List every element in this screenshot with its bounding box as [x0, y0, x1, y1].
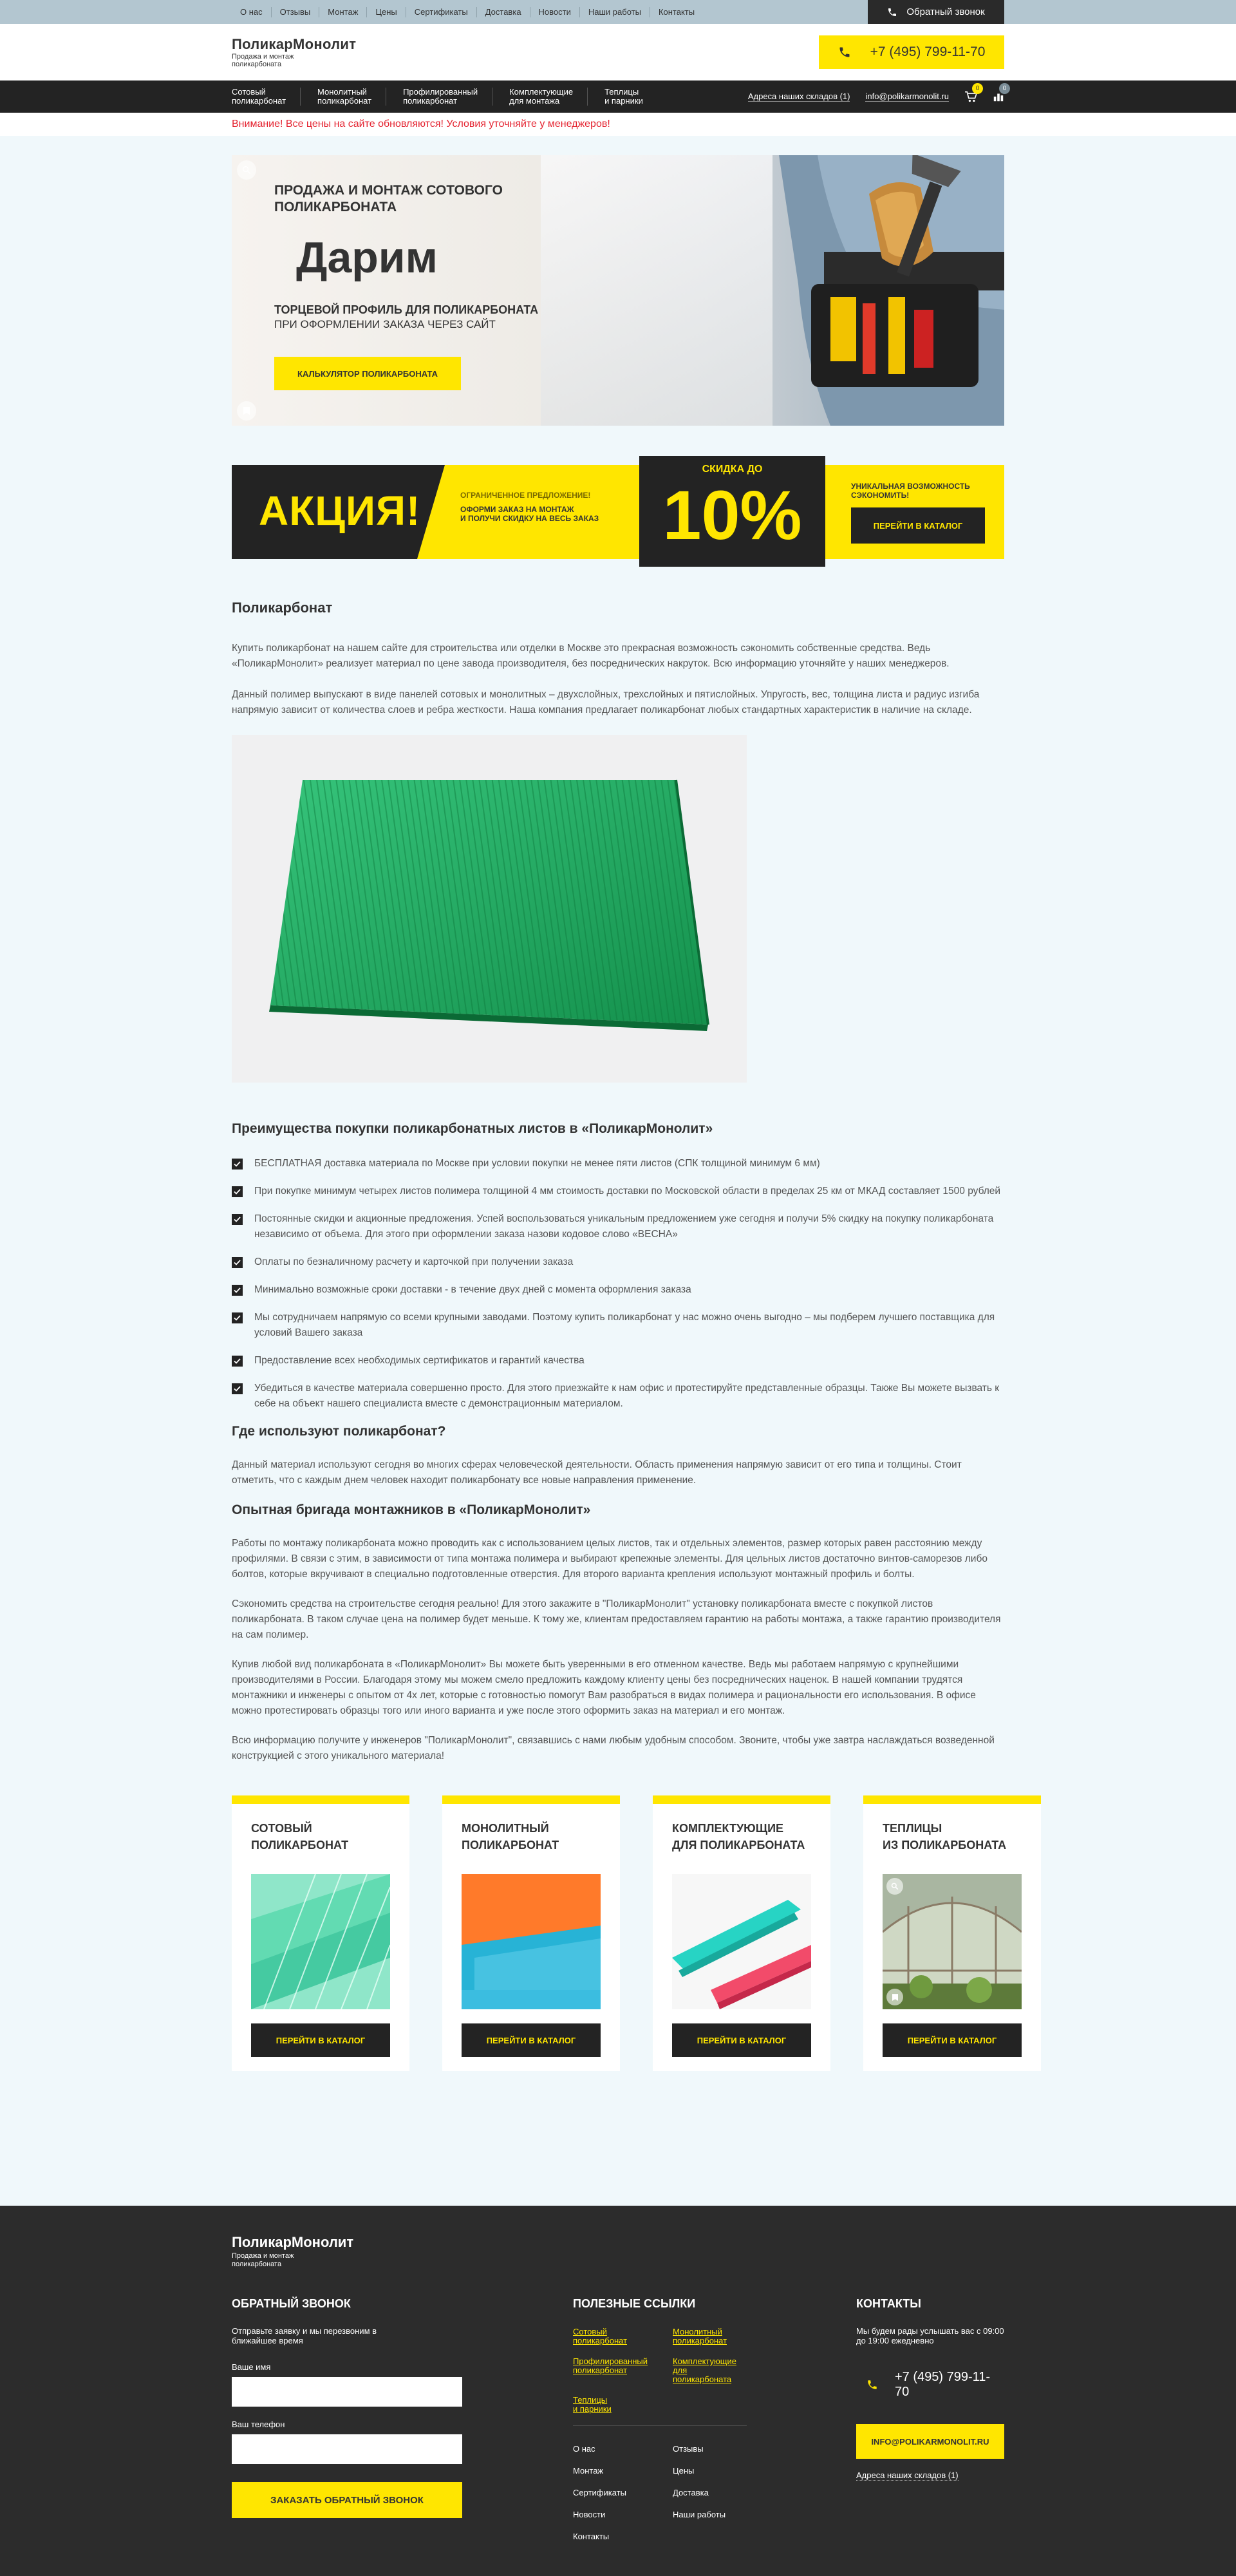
advantage-item — [232, 1282, 1004, 1298]
check-icon — [232, 1257, 243, 1268]
cellular-drawing — [251, 1874, 390, 2009]
nav-label: поликарбонат — [232, 96, 286, 106]
discount-label: СКИДКА ДО — [702, 464, 763, 475]
callback-top-label: Обратный звонок — [906, 6, 985, 17]
top-link-prices[interactable]: Цены — [367, 7, 406, 17]
footer-links-divider — [573, 2425, 747, 2426]
card-title-line: СОТОВЫЙ — [251, 1822, 312, 1835]
card-catalog-button[interactable]: ПЕРЕЙТИ В КАТАЛОГ — [672, 2023, 811, 2057]
category-card-cellular — [232, 1795, 409, 2071]
card-title — [251, 1820, 390, 1855]
card-title-line: ПОЛИКАРБОНАТ — [251, 1839, 349, 1852]
nav-label: Комплектующие — [509, 87, 574, 97]
footer-phone[interactable] — [856, 2370, 1004, 2400]
footer-link-contacts[interactable]: Контакты — [573, 2532, 610, 2541]
advantages-title: Преимущества покупки поликарбонатных листов в «ПоликарМонолит» — [232, 1121, 713, 1136]
footer-link-monolithic[interactable] — [673, 2327, 750, 2345]
footer-link-line: поликарбоната — [673, 2374, 732, 2384]
footer-link-about[interactable]: О нас — [573, 2444, 595, 2454]
promo-line2: ОФОРМИ ЗАКАЗ НА МОНТАЖ — [460, 505, 574, 514]
header-phone-number: +7 (495) 799-11-70 — [870, 44, 986, 59]
advantages-list — [232, 1156, 1004, 1412]
footer-link-reviews[interactable]: Отзывы — [673, 2444, 704, 2454]
footer-page-links — [573, 2444, 753, 2541]
footer-warehouses-link[interactable]: Адреса наших складов (1) — [856, 2470, 959, 2480]
hero-banner — [232, 155, 1004, 426]
brigade-paragraph-1: Работы по монтажу поликарбоната можно проводить как с использованием целых листов, так и отдельных элементов, размер которых равен расстоянию между профилями. В связи с этим, в зависимости от типа монтажа полимера и выбирают крепежные элементы. Для цельных листов достаточно винтов-саморезов либо болтов, которые вкручивают в специально подготовленные отверстия. Для второго варианта крепления используют монтажный профиль и болты. — [232, 1538, 988, 1580]
advantage-item — [232, 1184, 1004, 1199]
price-notice — [0, 113, 1236, 136]
footer-contacts-text: Мы будем рады услышать вас с 09:00 до 19:00 ежедневно — [856, 2326, 1004, 2345]
top-link-mounting[interactable]: Монтаж — [319, 7, 367, 17]
card-title — [462, 1820, 601, 1855]
nav-item-cellular[interactable] — [232, 88, 301, 106]
accessories-image — [672, 1874, 811, 2009]
advantage-item — [232, 1353, 1004, 1368]
name-label: Ваше имя — [232, 2362, 271, 2372]
footer-link-line: поликарбонат — [673, 2336, 727, 2345]
check-icon — [232, 1159, 243, 1170]
card-title-line: ТЕПЛИЦЫ — [883, 1822, 942, 1835]
phone-icon — [838, 46, 851, 59]
monolithic-image — [462, 1874, 601, 2009]
check-icon — [232, 1356, 243, 1367]
order-callback-button[interactable]: ЗАКАЗАТЬ ОБРАТНЫЙ ЗВОНОК — [232, 2482, 462, 2518]
logo-subtitle: Продажа и монтаж поликарбоната — [232, 53, 294, 68]
promo-text — [460, 491, 628, 523]
footer-email-button[interactable]: INFO@POLIKARMONOLIT.RU — [856, 2424, 1004, 2459]
footer-logo-name: ПоликарМонолит — [232, 2234, 354, 2250]
email-link[interactable]: info@polikarmonolit.ru — [865, 91, 949, 101]
header-phone-button[interactable] — [819, 35, 1004, 69]
phone-icon — [866, 2379, 878, 2391]
main-nav — [0, 80, 1236, 113]
card-title — [672, 1820, 811, 1855]
phone-icon — [887, 7, 897, 17]
discount-value: 10% — [662, 476, 802, 554]
name-input[interactable] — [232, 2377, 462, 2407]
page-title: Поликарбонат — [232, 600, 333, 616]
footer-link-delivery[interactable]: Доставка — [673, 2488, 709, 2497]
footer-link-line: поликарбонат — [573, 2336, 628, 2345]
footer-link-accessories[interactable] — [673, 2357, 750, 2384]
card-title-line: КОМПЛЕКТУЮЩИЕ — [672, 1822, 784, 1835]
nav-label: и парники — [604, 96, 643, 106]
brigade-paragraph-4: Всю информацию получите у инженеров "ПоликарМонолит", связавшись с нами любым удобным способом. Звоните, чтобы уже завтра наслаждаться возведенной конструкцией с этого уникального материала! — [232, 1735, 995, 1761]
main-content — [232, 600, 1007, 2071]
footer-link-line: для — [673, 2365, 688, 2375]
footer-useful-links — [573, 2297, 753, 2541]
logo[interactable] — [232, 36, 356, 68]
polycarbonate-sheet-drawing — [232, 735, 747, 1083]
footer-link-line: Теплицы — [573, 2395, 608, 2405]
footer-callback-title: ОБРАТНЫЙ ЗВОНОК — [232, 2297, 351, 2310]
hero-title: ПРОДАЖА И МОНТАЖ СОТОВОГО ПОЛИКАРБОНАТА — [274, 183, 503, 214]
advantage-text: БЕСПЛАТНАЯ доставка материала по Москве при условии покупки не менее пяти листов (СПК толщиной минимум 6 мм) — [254, 1158, 820, 1169]
category-card-greenhouses — [863, 1795, 1041, 2071]
footer-link-profiled[interactable] — [573, 2357, 673, 2384]
card-title-line: ПОЛИКАРБОНАТ — [462, 1839, 559, 1852]
check-icon — [232, 1383, 243, 1394]
footer-contacts — [856, 2297, 1004, 2481]
phone-input[interactable] — [232, 2434, 462, 2464]
advantage-text: Оплаты по безналичному расчету и карточкой при получении заказа — [254, 1256, 574, 1267]
footer-logo[interactable] — [232, 2234, 1004, 2269]
footer-catalog-links — [573, 2327, 753, 2414]
polycarbonate-sheet-image — [232, 735, 747, 1083]
accessories-drawing — [672, 1874, 811, 2009]
category-card-accessories — [653, 1795, 830, 2071]
cart-button[interactable] — [964, 85, 980, 102]
footer-link-line: и парники — [573, 2404, 612, 2414]
footer-link-line: поликарбонат — [573, 2365, 628, 2375]
bookmark-icon[interactable] — [237, 401, 256, 421]
footer-links-title: ПОЛЕЗНЫЕ ССЫЛКИ — [573, 2297, 696, 2310]
intro-paragraph-2: Данный полимер выпускают в виде панелей сотовых и монолитных – двухслойных, трехслойных и пятислойных. Упругость, вес, толщина листа и радиус изгиба напрямую зависит от количества слоев и ребра жесткости. Наша компания предлагает поликарбонат любых стандартных характеристик в наличие на складе. — [232, 689, 980, 715]
check-icon — [232, 1312, 243, 1323]
monolithic-drawing — [462, 1874, 601, 2009]
footer-contacts-title: КОНТАКТЫ — [856, 2297, 921, 2310]
advantage-item — [232, 1381, 1004, 1412]
advantage-text: Мы сотрудничаем напрямую со всеми крупными заводами. Поэтому купить поликарбонат у нас можно очень выгодно – мы подберем лучшего поставщика для условий Вашего заказа — [254, 1312, 995, 1338]
footer-callback — [232, 2297, 464, 2518]
card-catalog-button[interactable]: ПЕРЕЙТИ В КАТАЛОГ — [883, 2023, 1022, 2057]
phone-label: Ваш телефон — [232, 2420, 285, 2429]
where-title: Где используют поликарбонат? — [232, 1424, 446, 1439]
promo-banner — [232, 456, 1004, 561]
greenhouse-drawing — [883, 1874, 1022, 2009]
footer-link-cellular[interactable] — [573, 2327, 673, 2345]
nav-item-accessories[interactable] — [509, 88, 588, 106]
advantage-text: При покупке минимум четырех листов полимера толщиной 4 мм стоимость доставки по Московской области в пределах 25 км от МКАД составляет 1500 рублей — [254, 1186, 1001, 1197]
footer-link-news[interactable]: Новости — [573, 2510, 606, 2519]
advantage-text: Постоянные скидки и акционные предложения. Успей воспользоваться уникальным предложением уже сегодня и получи 5% скидку на покупку поликарбоната независимо от объема. Для этого при оформлении заказа назови кодовое слово «ВЕСНА» — [254, 1213, 994, 1240]
nav-label: поликарбонат — [317, 96, 372, 106]
check-icon — [232, 1285, 243, 1296]
hero-subtitle-2: ПРИ ОФОРМЛЕНИИ ЗАКАЗА ЧЕРЕЗ САЙТ — [274, 318, 496, 330]
advantage-item — [232, 1156, 1004, 1171]
top-link-certificates[interactable]: Сертификаты — [406, 7, 477, 17]
promo-unique: УНИКАЛЬНАЯ ВОЗМОЖНОСТЬ СЭКОНОМИТЬ! — [851, 482, 970, 500]
cart-count: 0 — [972, 83, 983, 94]
worker-photo — [702, 155, 1004, 426]
promo-catalog-button[interactable]: ПЕРЕЙТИ В КАТАЛОГ — [851, 507, 985, 544]
zoom-icon[interactable] — [886, 1878, 903, 1895]
top-nav — [232, 7, 703, 17]
notice-text: Внимание! Все цены на сайте обновляются! Условия уточняйте у менеджеров! — [232, 118, 610, 129]
nav-item-greenhouses[interactable] — [604, 88, 657, 106]
check-icon — [232, 1214, 243, 1225]
callback-top-button[interactable] — [868, 0, 1004, 24]
calculator-button[interactable]: КАЛЬКУЛЯТОР ПОЛИКАРБОНАТА — [274, 357, 461, 390]
footer-logo-subtitle: Продажа и монтаж поликарбоната — [232, 2252, 294, 2268]
zoom-icon[interactable] — [237, 160, 256, 180]
greenhouse-image — [883, 1874, 1022, 2009]
top-link-contacts[interactable]: Контакты — [658, 6, 695, 17]
nav-label: поликарбонат — [403, 96, 458, 106]
footer-link-line: Профилированный — [573, 2356, 648, 2366]
footer-link-prices[interactable]: Цены — [673, 2466, 695, 2476]
nav-label: Монолитный — [317, 87, 367, 97]
top-link-about[interactable]: О нас — [232, 7, 272, 17]
promo-line3: И ПОЛУЧИ СКИДКУ НА ВЕСЬ ЗАКАЗ — [460, 514, 599, 523]
logo-name: ПоликарМонолит — [232, 36, 357, 52]
footer-link-mounting[interactable]: Монтаж — [573, 2466, 604, 2476]
nav-label: Профилированный — [403, 87, 478, 97]
bookmark-icon[interactable] — [886, 1989, 903, 2005]
footer-link-certificates[interactable]: Сертификаты — [573, 2488, 626, 2497]
advantage-item — [232, 1255, 1004, 1270]
discount-box — [639, 456, 825, 567]
brigade-paragraph-2: Сэкономить средства на строительстве сегодня реально! Для этого закажите в "ПоликарМонолит" установку поликарбоната вместе с покупкой листов поликарбоната. В таком случае цена на полимер будет меньше. К тому же, клиентам предоставляем гарантию на работы монтажа, а также гарантию производителя на сам полимер. — [232, 1598, 1001, 1640]
footer-callback-text: Отправьте заявку и мы перезвоним в ближайшее время — [232, 2326, 377, 2345]
top-bar — [0, 0, 1236, 24]
warehouses-link[interactable]: Адреса наших складов (1) — [747, 91, 850, 101]
top-link-delivery[interactable]: Доставка — [477, 7, 530, 17]
hero-subtitle: ТОРЦЕВОЙ ПРОФИЛЬ ДЛЯ ПОЛИКАРБОНАТА — [274, 303, 539, 316]
nav-label: Сотовый — [232, 87, 266, 97]
footer-link-line: Сотовый — [573, 2327, 607, 2336]
compare-count: 0 — [999, 83, 1010, 94]
advantage-text: Минимально возможные сроки доставки - в течение двух дней с момента оформления заказа — [254, 1284, 691, 1295]
promo-limited: ОГРАНИЧЕННОЕ ПРЕДЛОЖЕНИЕ! — [460, 491, 591, 500]
footer-link-line: Комплектующие — [673, 2356, 736, 2366]
promo-title: АКЦИЯ! — [259, 488, 421, 534]
footer-link-greenhouses[interactable] — [573, 2396, 673, 2414]
check-icon — [232, 1186, 243, 1197]
card-title — [883, 1820, 1022, 1855]
card-catalog-button[interactable]: ПЕРЕЙТИ В КАТАЛОГ — [251, 2023, 390, 2057]
top-link-works[interactable]: Наши работы — [580, 7, 650, 17]
advantage-item — [232, 1211, 1004, 1242]
category-cards — [232, 1795, 1007, 2071]
advantage-item — [232, 1310, 1004, 1341]
footer-link-works[interactable]: Наши работы — [673, 2510, 726, 2519]
compare-button[interactable] — [993, 85, 1007, 102]
top-link-reviews[interactable]: Отзывы — [272, 7, 320, 17]
nav-item-monolithic[interactable] — [317, 88, 386, 106]
footer-link-line: Монолитный — [673, 2327, 722, 2336]
card-catalog-button[interactable]: ПЕРЕЙТИ В КАТАЛОГ — [462, 2023, 601, 2057]
footer-phone-number: +7 (495) 799-11-70 — [894, 2370, 991, 2399]
advantage-text: Убедиться в качестве материала совершенно просто. Для этого приезжайте к нам офис и протестируйте представленные образцы. Также Вы можете вызвать к себе на объект нашего специалиста вместе с демонстрационным материалом. — [254, 1383, 1000, 1409]
brigade-title: Опытная бригада монтажников в «ПоликарМонолит» — [232, 1502, 591, 1517]
top-link-news[interactable]: Новости — [530, 7, 580, 17]
where-paragraph: Данный материал используют сегодня во многих сферах человеческой деятельности. Область применения напрямую зависит от его типа и толщины. Стоит отметить, что с каждым днем человек находит поликарбонату все новые направления применение. — [232, 1459, 962, 1486]
advantage-text: Предоставление всех необходимых сертификатов и гарантий качества — [254, 1355, 585, 1366]
intro-paragraph-1: Купить поликарбонат на нашем сайте для строительства или отделки в Москве это прекрасная возможность сэкономить собственные средства. Ведь «ПоликарМонолит» реализует материал по цене завода производителя, без посреднических накруток. Всю информацию уточняйте у наших менеджеров. — [232, 643, 950, 669]
nav-item-profiled[interactable] — [403, 88, 492, 106]
brigade-paragraph-3: Купив любой вид поликарбоната в «ПоликарМонолит» Вы можете быть уверенными в его отменном качестве. Ведь мы работаем напрямую с крупнейшими производителями в России. Благодаря этому мы можем смело предложить каждому клиенту цены без посреднических наценок. В нашей компании трудятся монтажники и инженеры с опытом от 4х лет, которые с готовностью помогут Вам разобраться в видах полимера и рациональности его использования. В офисе можно протестировать образцы того или иного варианта и уже после этого оформить заказ на материал и его монтаж. — [232, 1659, 976, 1716]
hero-headline: Дарим — [296, 233, 438, 282]
card-title-line: ИЗ ПОЛИКАРБОНАТА — [883, 1839, 1007, 1852]
card-title-line: ДЛЯ ПОЛИКАРБОНАТА — [672, 1839, 805, 1852]
nav-label: для монтажа — [509, 96, 560, 106]
category-card-monolithic — [442, 1795, 620, 2071]
header — [0, 24, 1236, 80]
footer — [0, 2206, 1236, 2576]
card-title-line: МОНОЛИТНЫЙ — [462, 1822, 549, 1835]
nav-label: Теплицы — [604, 87, 639, 97]
cellular-image — [251, 1874, 390, 2009]
